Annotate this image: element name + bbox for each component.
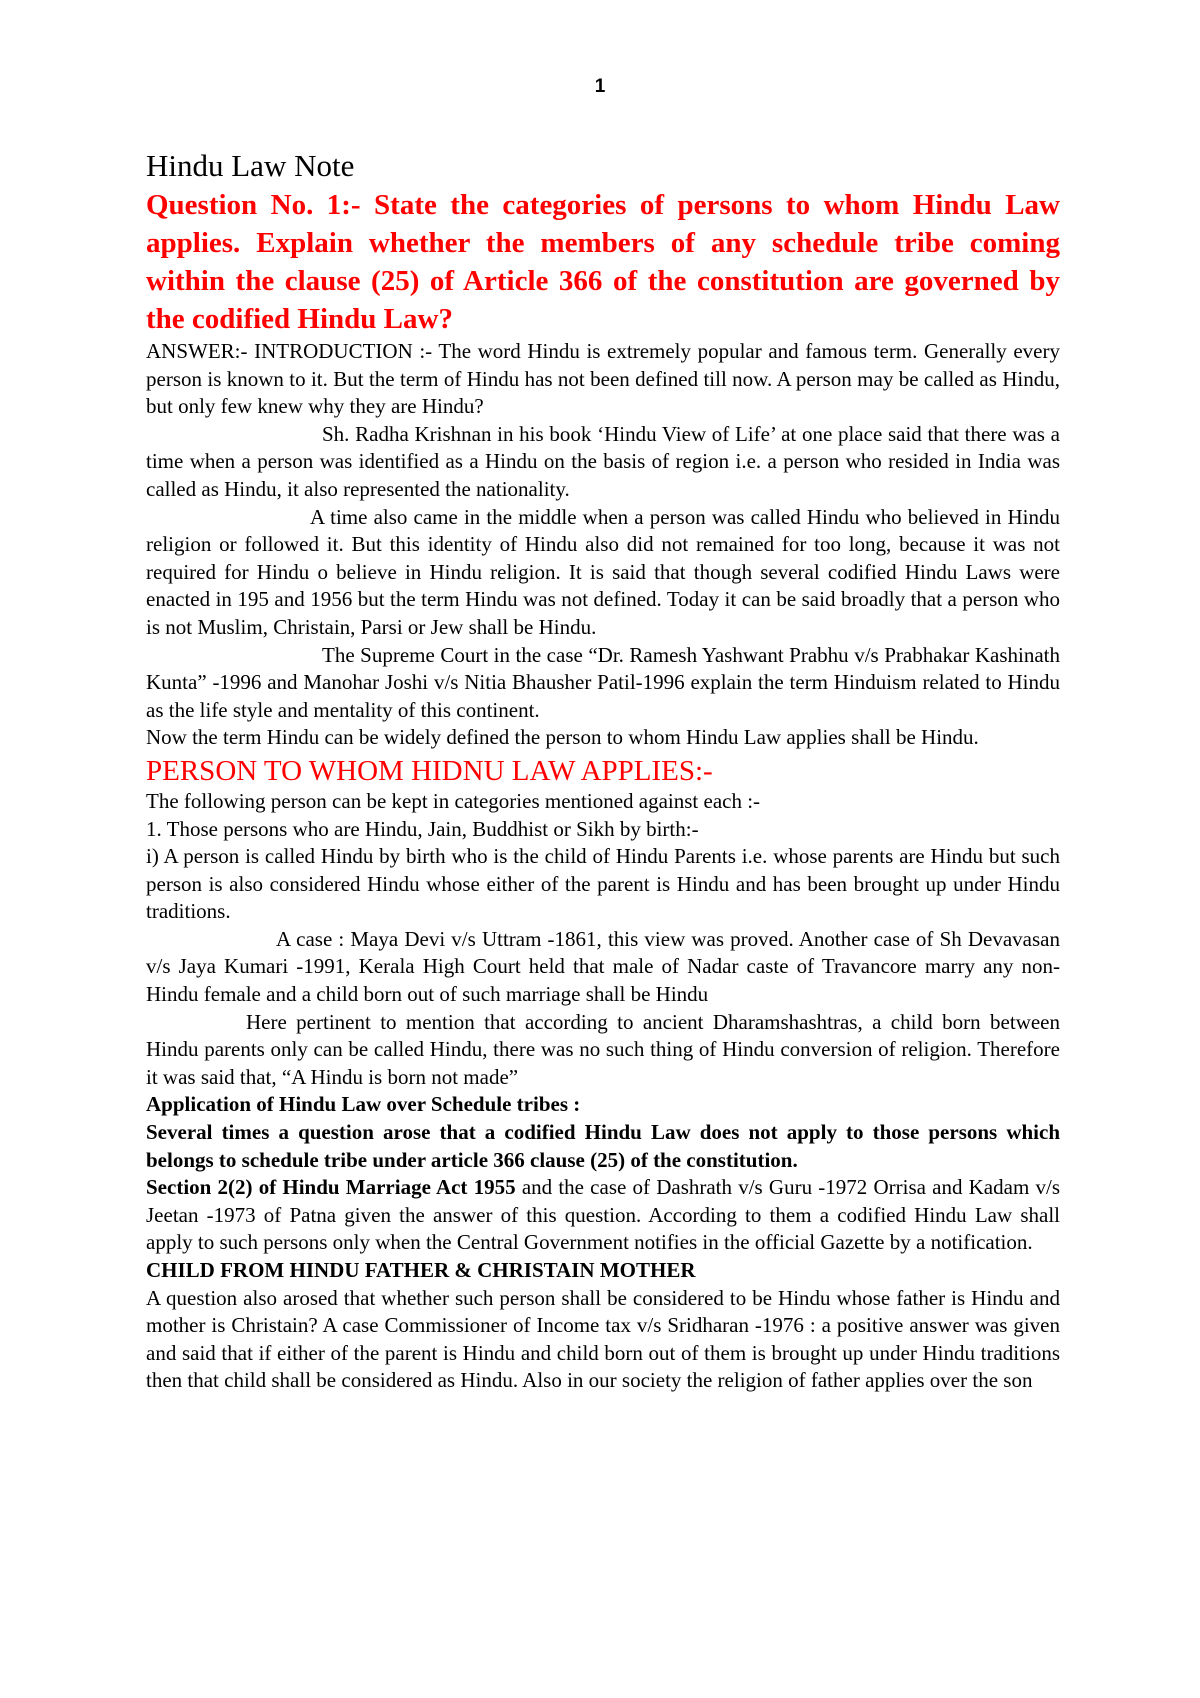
case-paragraph: A case : Maya Devi v/s Uttram -1861, this view was proved. Another case of Sh Devavasan v/s Jaya Kumari -1991, Kerala High Court held that male of Nadar caste of Travancore marry any non-Hindu female and a child born out of such marriage shall be Hindu [146,926,1060,1007]
schedule-tribes-paragraph-text: and the case of Dashrath v/s Guru -1972 Orrisa and Kadam v/s Jeetan -1973 of Patna given the answer of this question. According to them a codified Hindu Law shall apply to such persons only when the Central Government notifies in the official Gazette by a notification. [146,1175,1060,1255]
answer-paragraph-5: Now the term Hindu can be widely defined the person to whom Hindu Law applies shall be Hindu. [146,725,979,750]
category-1: 1. Those persons who are Hindu, Jain, Buddhist or Sikh by birth:- [146,816,699,841]
section-reference: Section 2(2) of Hindu Marriage Act 1955 [146,1175,516,1200]
child-paragraph: A question also arosed that whether such person shall be considered to be Hindu whose father is Hindu and mother is Christain? A case Commissioner of Income tax v/s Sridharan -1976 : a positive answer was given and said that if either of the parent is Hindu and child born out of them is brought up under Hindu traditions then that child shall be considered as Hindu. Also in our society the religion of father applies over the son [146,1285,1060,1393]
page-number: 1 [594,76,606,97]
schedule-tribes-heading: Application of Hindu Law over Schedule tribes : [146,1092,581,1117]
section-heading-persons: PERSON TO WHOM HIDNU LAW APPLIES:- [146,754,713,787]
document-title: Hindu Law Note [146,148,355,183]
answer-paragraph-2: Sh. Radha Krishnan in his book ‘Hindu View of Life’ at one place said that there was a time when a person was identified as a Hindu on the basis of region i.e. a person who resided in India was called as Hindu, it also represented the nationality. [146,421,1060,501]
schedule-tribes-bold-paragraph: Several times a question arose that a codified Hindu Law does not apply to those persons which belongs to schedule tribe under article 366 clause (25) of the constitution. [146,1120,1060,1172]
answer-intro: ANSWER:- INTRODUCTION :- The word Hindu is extremely popular and famous term. Generally every person is known to it. But the term of Hindu has not been defined till now. A person may be called as Hindu, but only few knew why they are Hindu? [146,339,1060,419]
category-1-point-i: i) A person is called Hindu by birth who is the child of Hindu Parents i.e. whose parents are Hindu but such person is also considered Hindu whose either of the parent is Hindu and has been brought up under Hindu traditions. [146,844,1060,924]
answer-paragraph-3: A time also came in the middle when a person was called Hindu who believed in Hindu religion or followed it. But this identity of Hindu also did not remained for too long, because it was not required for Hindu o believe in Hindu religion. It is said that though several codified Hindu Laws were enacted in 195 and 1956 but the term Hindu was not defined. Today it can be said broadly that a person who is not Muslim, Christain, Parsi or Jew shall be Hindu. [146,504,1060,639]
document-body [146,146,1060,1395]
question-heading: Question No. 1:- State the categories of persons to whom Hindu Law applies. Explain whether the members of any schedule tribe coming within the clause (25) of Article 366 of the constitution are governed by the codified Hindu Law? [146,189,1060,335]
child-heading: CHILD FROM HINDU FATHER & CHRISTAIN MOTHER [146,1258,696,1282]
answer-paragraph-4: The Supreme Court in the case “Dr. Ramesh Yashwant Prabhu v/s Prabhakar Kashinath Kunta” -1996 and Manohar Joshi v/s Nitia Bhausher Patil-1996 explain the term Hinduism related to Hindu as the life style and mentality of this continent. [146,642,1060,722]
schedule-tribes-paragraph [146,1174,1060,1257]
pertinent-paragraph: Here pertinent to mention that according to ancient Dharamshashtras, a child born between Hindu parents only can be called Hindu, there was no such thing of Hindu conversion of religion. Therefore it was said that, “A Hindu is born not made” [146,1009,1060,1089]
categories-intro: The following person can be kept in categories mentioned against each :- [146,788,761,813]
